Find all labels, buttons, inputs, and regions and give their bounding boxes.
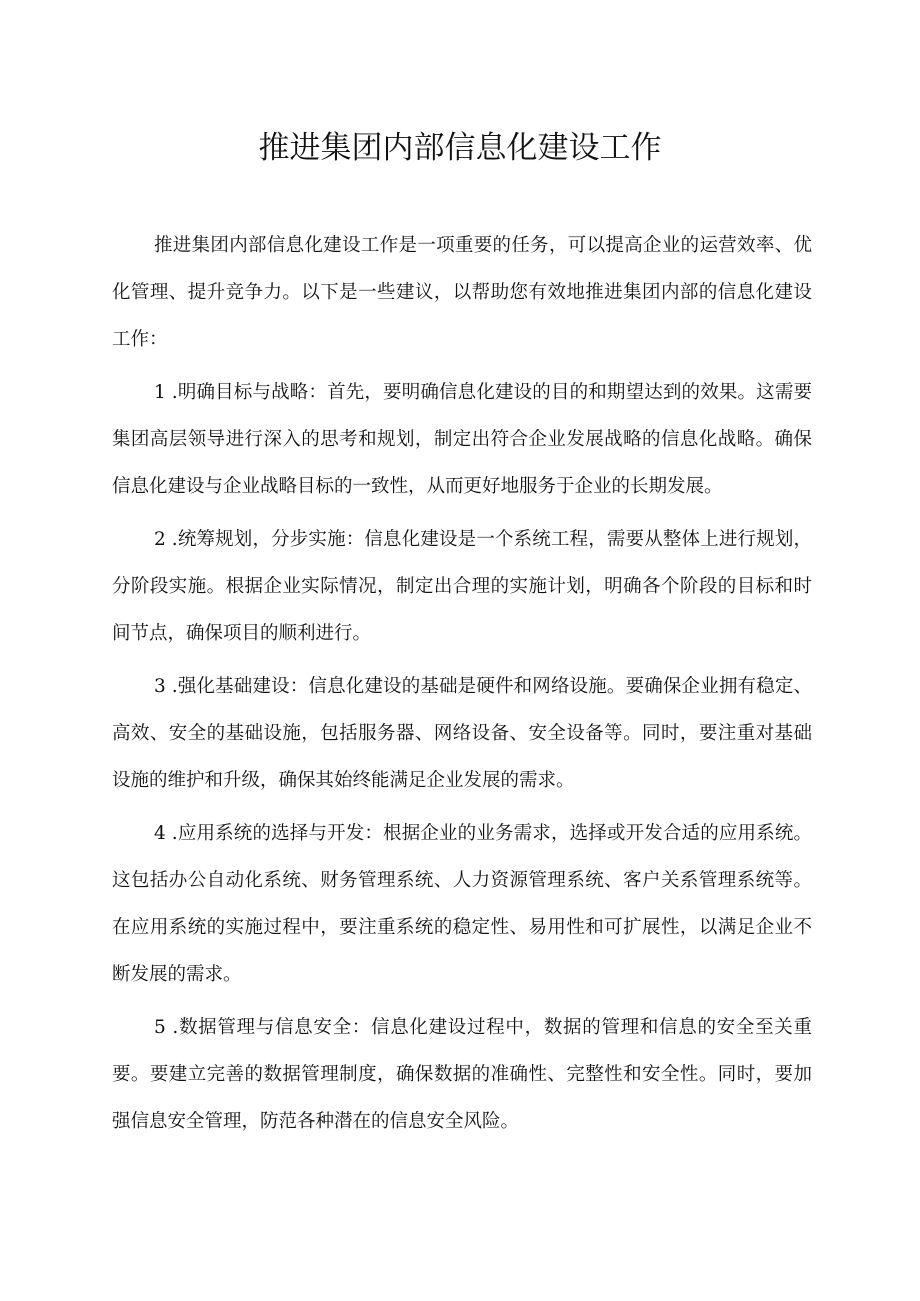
paragraph-2-planning: 2 .统筹规划，分步实施：信息化建设是一个系统工程，需要从整体上进行规划，分阶段实施。根据企业实际情况，制定出合理的实施计划，明确各个阶段的目标和时间节点，确保项目的顺利进行。 <box>112 529 812 644</box>
paragraph-5-data-security: 5 .数据管理与信息安全：信息化建设过程中，数据的管理和信息的安全至关重要。要建立完善的数据管理制度，确保数据的准确性、完整性和安全性。同时，要加强信息安全管理，防范各种潜在的信息安全风险。 <box>112 1017 812 1132</box>
paragraph-1-goals-strategy: 1 .明确目标与战略：首先，要明确信息化建设的目的和期望达到的效果。这需要集团高层领导进行深入的思考和规划，制定出符合企业发展战略的信息化战略。确保信息化建设与企业战略目标的一致性，从而更好地服务于企业的长期发展。 <box>112 382 812 497</box>
page-title: 推进集团内部信息化建设工作 <box>258 130 662 166</box>
paragraph-4-application-systems: 4 .应用系统的选择与开发：根据企业的业务需求，选择或开发合适的应用系统。这包括办公自动化系统、财务管理系统、人力资源管理系统、客户关系管理系统等。在应用系统的实施过程中，要注重系统的稳定性、易用性和可扩展性，以满足企业不断发展的需求。 <box>112 823 812 985</box>
document-body <box>112 222 812 1151</box>
intro-paragraph: 推进集团内部信息化建设工作是一项重要的任务，可以提高企业的运营效率、优化管理、提升竞争力。以下是一些建议，以帮助您有效地推进集团内部的信息化建设工作： <box>112 235 812 350</box>
paragraph-3-infrastructure: 3 .强化基础建设：信息化建设的基础是硬件和网络设施。要确保企业拥有稳定、高效、安全的基础设施，包括服务器、网络设备、安全设备等。同时，要注重对基础设施的维护和升级，确保其始终能满足企业发展的需求。 <box>112 676 812 791</box>
